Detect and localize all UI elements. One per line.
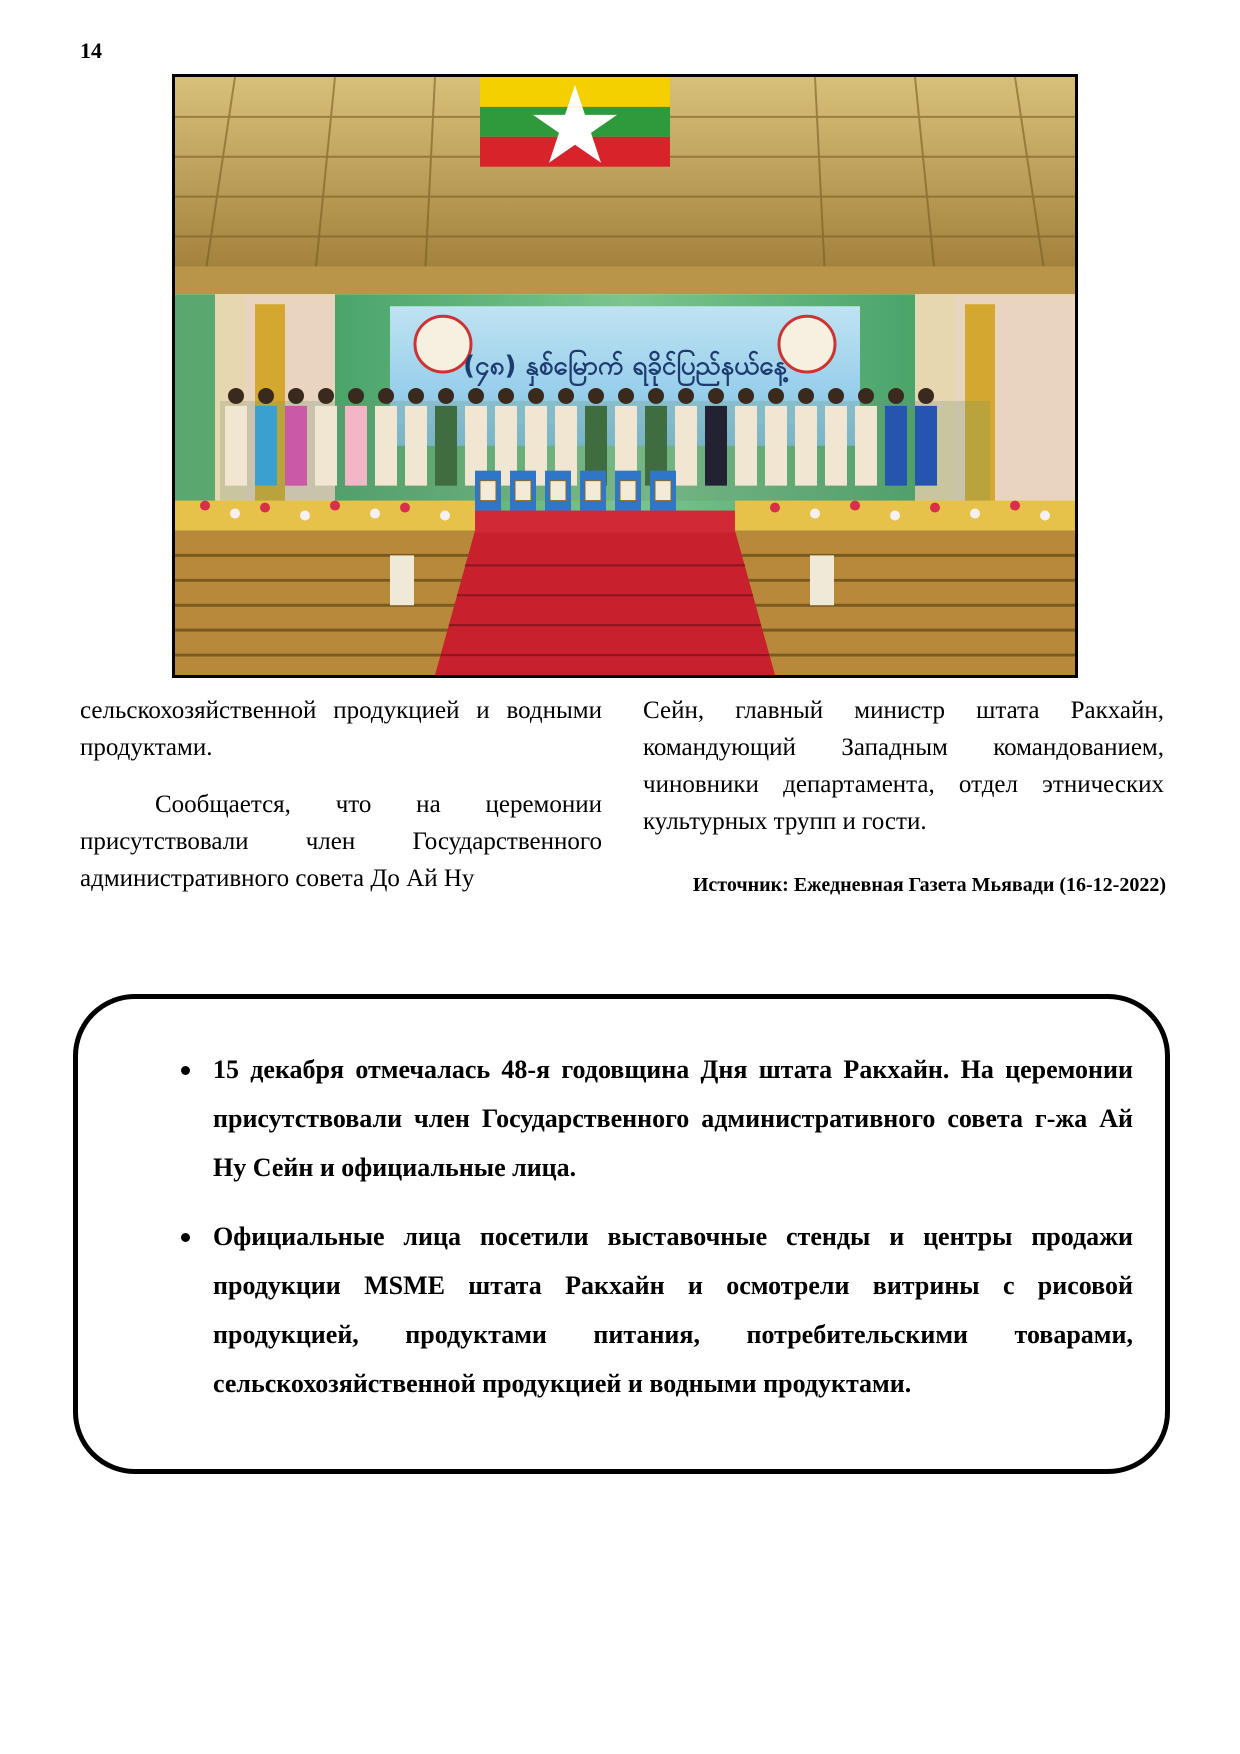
summary-item-text: Официальные лица посетили выставочные стенды и центры продажи продукции MSME штата Ракхайн и осмотрели витрины с рисовой продукцией, продуктами питания, потребительскими товарами, сельскохозяйственной продукцией и водными продуктами. — [213, 1222, 1133, 1398]
page-number: 14 — [80, 38, 102, 63]
source-citation: Источник: Ежедневная Газета Мьявади (16-12-2022) — [692, 874, 1166, 896]
article-left-column — [80, 692, 602, 897]
summary-item — [143, 1045, 1133, 1192]
article-right-column — [643, 692, 1164, 840]
bullet-icon — [181, 1233, 190, 1242]
summary-item-text: 15 декабря отмечалась 48-я годовщина Дня штата Ракхайн. На церемонии присутствовали член Государственного административного совета г-жа Ай Ну Сейн и официальные лица. — [213, 1055, 1133, 1182]
banner-text: (၄၈) နှစ်မြောက် ရခိုင်ပြည်နယ်နေ့ — [463, 351, 787, 381]
summary-list — [143, 1045, 1133, 1408]
bullet-icon — [181, 1066, 190, 1075]
ceremony-photo — [172, 74, 1078, 678]
article-paragraph: сельскохозяйственной продукцией и водными продуктами. — [80, 697, 602, 761]
people-group — [220, 388, 990, 511]
article-paragraph: Сообщается, что на церемонии присутствовали член Государственного административного совета До Ай Ну — [80, 791, 602, 892]
article-paragraph: Сейн, главный министр штата Ракхайн, командующий Западным командованием, чиновники департамента, отдел этнических культурных трупп и гости. — [643, 697, 1164, 835]
summary-item — [143, 1212, 1133, 1408]
ceremony-illustration — [175, 77, 1075, 675]
summary-box — [73, 994, 1170, 1474]
